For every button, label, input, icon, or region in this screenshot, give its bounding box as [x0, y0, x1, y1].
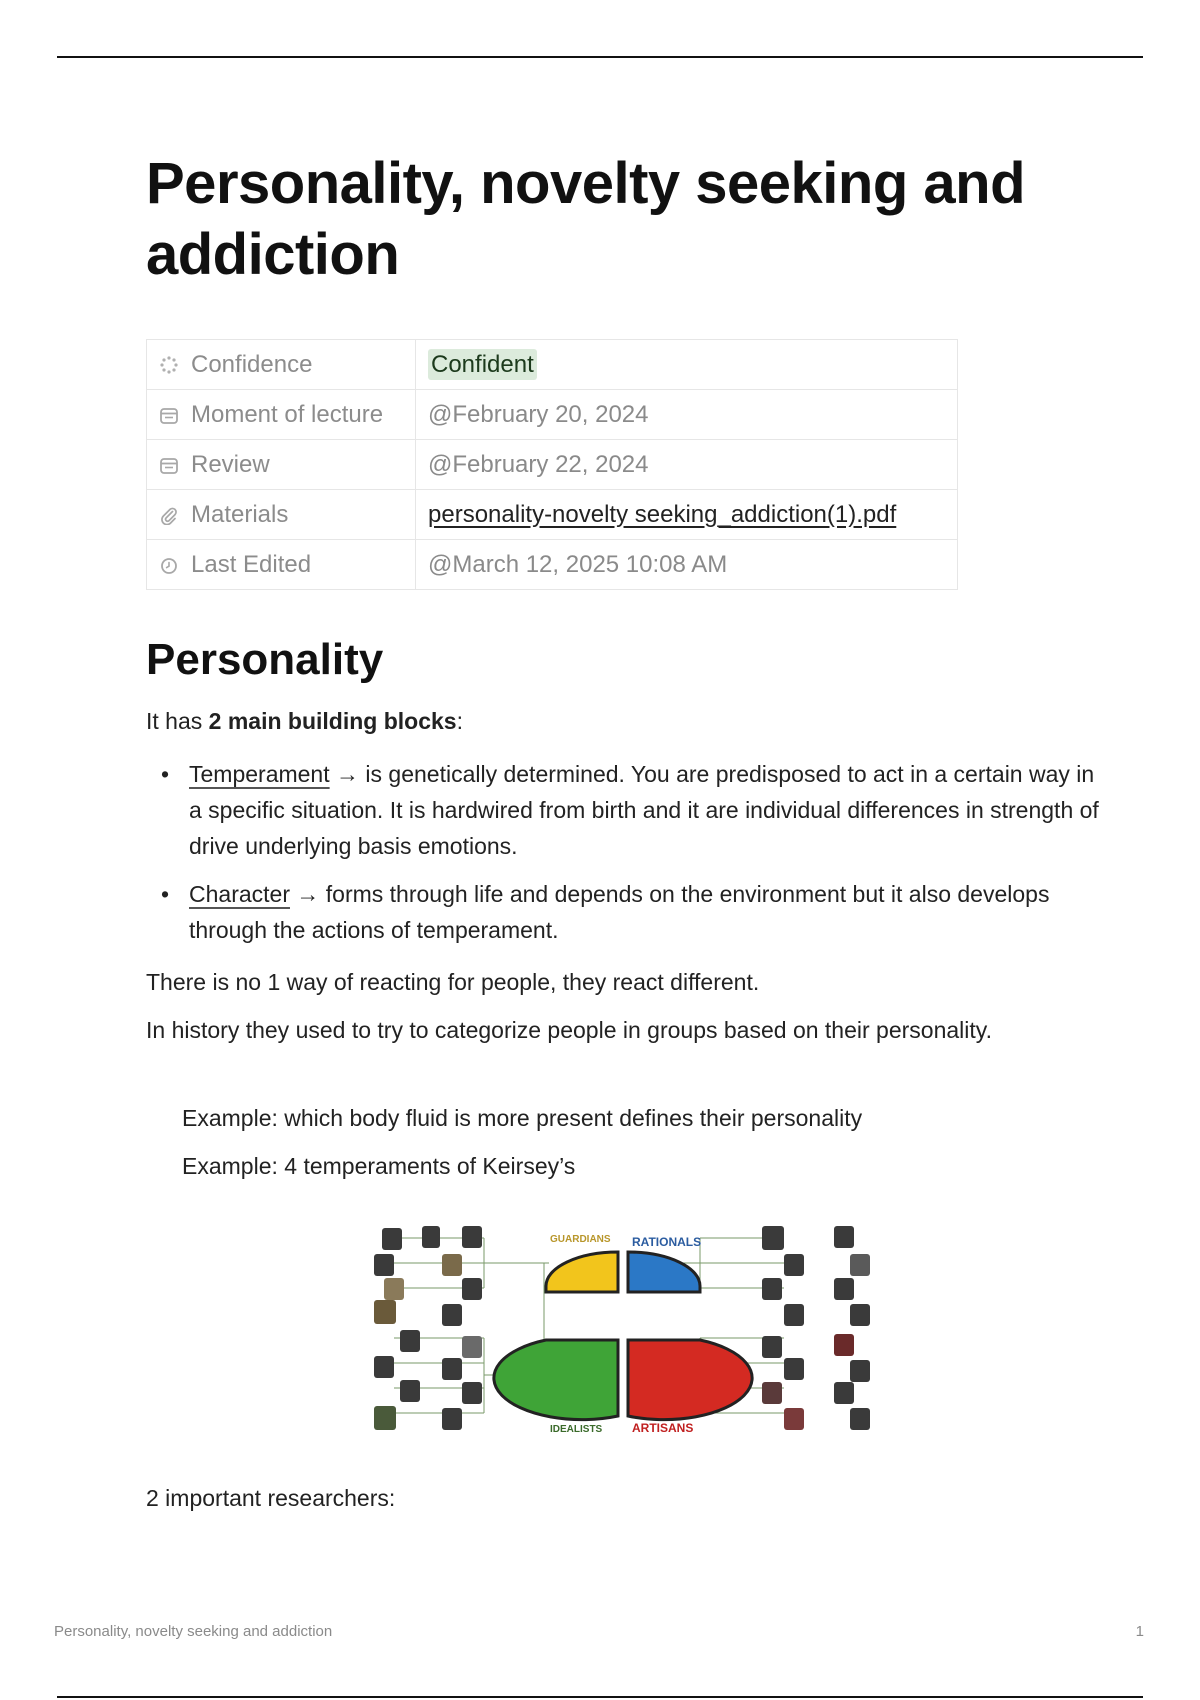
- properties-table: [146, 339, 958, 590]
- property-row[interactable]: [147, 490, 958, 540]
- list-item: [189, 876, 1109, 948]
- footer-title: Personality, novelty seeking and addiction: [54, 1623, 333, 1640]
- loading-spinner-icon: [159, 355, 179, 375]
- property-value[interactable]: @February 20, 2024: [416, 390, 958, 440]
- rationals-label: RATIONALS: [632, 1235, 702, 1249]
- property-value[interactable]: @March 12, 2025 10:08 AM: [416, 540, 958, 590]
- building-blocks-list: [146, 756, 1109, 960]
- property-key: Last Edited: [191, 550, 312, 578]
- artisans-quadrant: [628, 1340, 752, 1420]
- section-heading: Personality: [146, 635, 384, 684]
- bottom-rule: [57, 1696, 1143, 1698]
- guardians-label: GUARDIANS: [550, 1234, 611, 1245]
- top-rule: [57, 56, 1143, 58]
- example-line: Example: 4 temperaments of Keirsey’s: [182, 1153, 576, 1179]
- paragraph: In history they used to try to categorize people in groups based on their personality.: [146, 1017, 992, 1043]
- property-key: Moment of lecture: [191, 400, 384, 428]
- paragraph: There is no 1 way of reacting for people, they react different.: [146, 969, 760, 995]
- keirsey-figure-svg: [374, 1218, 870, 1440]
- idealists-label: IDEALISTS: [550, 1424, 603, 1435]
- paperclip-icon: [159, 505, 179, 525]
- property-row[interactable]: [147, 340, 958, 390]
- property-key: Confidence: [191, 350, 313, 378]
- property-row[interactable]: [147, 440, 958, 490]
- example-line: Example: which body fluid is more present defines their personality: [182, 1105, 863, 1131]
- term-character[interactable]: Character: [189, 881, 290, 907]
- intro-paragraph: [146, 703, 1066, 739]
- artisans-label: ARTISANS: [632, 1421, 694, 1435]
- list-item-text: → is genetically determined. You are predisposed to act in a certain way in a specific situation. It is hardwired from birth and it are individual differences in strength of drive underlying basis emotions.: [189, 761, 1099, 859]
- materials-link[interactable]: personality-novelty seeking_addiction(1).pdf: [428, 500, 897, 528]
- page-title: Personality, novelty seeking and addiction: [146, 151, 1026, 287]
- property-row[interactable]: [147, 390, 958, 440]
- clock-icon: [159, 555, 179, 575]
- paragraph: 2 important researchers:: [146, 1485, 396, 1511]
- property-key: Materials: [191, 500, 289, 528]
- keirsey-temperaments-image: [374, 1218, 870, 1440]
- property-key: Review: [191, 450, 270, 478]
- property-value[interactable]: @February 22, 2024: [416, 440, 958, 490]
- property-row[interactable]: [147, 540, 958, 590]
- intro-text: It has: [146, 708, 209, 734]
- intro-bold: 2 main building blocks: [208, 708, 457, 734]
- idealists-quadrant: [494, 1340, 618, 1420]
- intro-colon: :: [456, 708, 463, 734]
- confidence-tag[interactable]: Confident: [428, 349, 537, 380]
- rationals-quadrant: [628, 1252, 700, 1292]
- calendar-icon: [159, 405, 179, 425]
- term-temperament[interactable]: Temperament: [189, 761, 330, 787]
- list-item: [189, 756, 1109, 864]
- list-item-text: → forms through life and depends on the environment but it also develops through the actions of temperament.: [189, 881, 1050, 943]
- guardians-quadrant: [546, 1252, 618, 1292]
- page-number: 1: [1135, 1623, 1144, 1640]
- calendar-icon: [159, 455, 179, 475]
